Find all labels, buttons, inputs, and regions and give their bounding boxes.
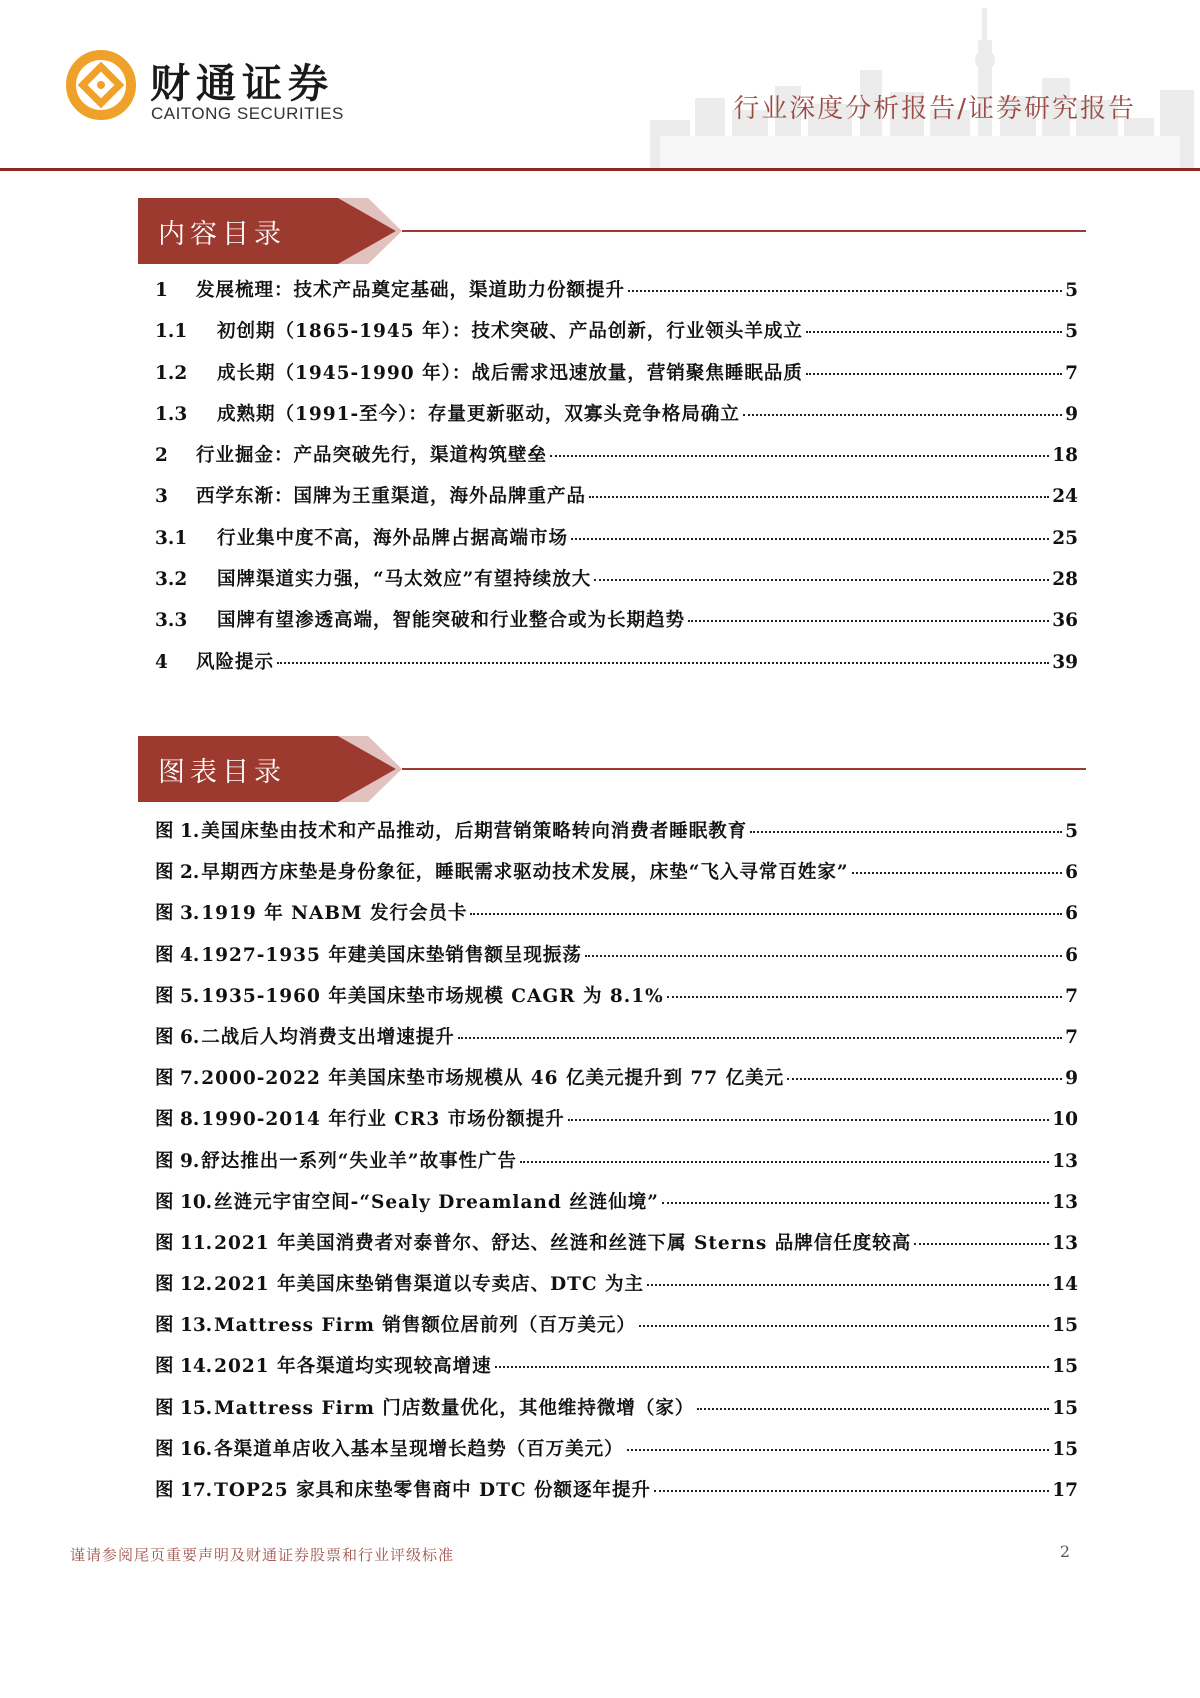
entry-title: 早期西方床垫是身份象征，睡眠需求驱动技术发展，床垫“飞入寻常百姓家” bbox=[201, 862, 849, 884]
entry-page-number: 13 bbox=[1052, 1150, 1078, 1172]
entry-number: 图 3. bbox=[155, 903, 200, 925]
footer-disclaimer: 谨请参阅尾页重要声明及财通证券股票和行业评级标准 bbox=[70, 1546, 455, 1564]
entry-number: 图 15. bbox=[155, 1397, 213, 1419]
entry-page-number: 6 bbox=[1065, 862, 1078, 884]
figure-entry[interactable] bbox=[155, 1476, 1078, 1517]
entry-title: 2000-2022 年美国床垫市场规模从 46 亿美元提升到 77 亿美元 bbox=[201, 1068, 785, 1090]
entry-number: 3.1 bbox=[155, 527, 188, 549]
entry-page-number: 13 bbox=[1052, 1191, 1078, 1213]
entry-title: 美国床垫由技术和产品推动，后期营销策略转向消费者睡眠教育 bbox=[201, 821, 748, 842]
figure-entry[interactable] bbox=[155, 1394, 1078, 1435]
dot-leader bbox=[654, 1490, 1049, 1492]
entry-title: 西学东渐：国牌为王重渠道，海外品牌重产品 bbox=[196, 486, 587, 508]
entry-title: 1935-1960 年美国床垫市场规模 CAGR 为 8.1% bbox=[201, 985, 664, 1007]
figure-entry[interactable] bbox=[155, 858, 1078, 899]
entry-number: 图 4. bbox=[155, 944, 200, 966]
dot-leader bbox=[458, 1037, 1062, 1039]
entry-number: 3.2 bbox=[155, 569, 188, 591]
figure-entry[interactable] bbox=[155, 1311, 1078, 1352]
dot-leader bbox=[787, 1078, 1062, 1080]
header-divider bbox=[0, 168, 1200, 171]
entry-title: 舒达推出一系列“失业羊”故事性广告 bbox=[201, 1150, 518, 1172]
figures-section-title: 图表目录 bbox=[158, 757, 286, 788]
dot-leader bbox=[594, 579, 1049, 581]
dot-leader bbox=[571, 538, 1049, 540]
entry-page-number: 7 bbox=[1065, 362, 1078, 384]
dot-leader bbox=[806, 373, 1062, 375]
figure-entry[interactable] bbox=[155, 1147, 1078, 1188]
entry-number: 1.3 bbox=[155, 403, 188, 425]
toc-entry[interactable] bbox=[155, 359, 1078, 400]
dot-leader bbox=[697, 1408, 1049, 1410]
figure-entry[interactable] bbox=[155, 1023, 1078, 1064]
dot-leader bbox=[585, 955, 1062, 957]
toc-entry[interactable] bbox=[155, 524, 1078, 565]
brand-name-english: CAITONG SECURITIES bbox=[151, 104, 344, 123]
entry-number: 1 bbox=[155, 280, 168, 301]
toc-entry[interactable] bbox=[155, 648, 1078, 689]
entry-page-number: 14 bbox=[1052, 1274, 1078, 1296]
entry-number: 3 bbox=[155, 486, 168, 508]
figure-entry[interactable] bbox=[155, 817, 1078, 858]
toc-entry[interactable] bbox=[155, 482, 1078, 523]
caitong-logo-icon bbox=[64, 48, 138, 122]
dot-leader bbox=[914, 1243, 1049, 1245]
entry-page-number: 9 bbox=[1065, 403, 1078, 425]
dot-leader bbox=[806, 331, 1062, 333]
entry-page-number: 15 bbox=[1052, 1315, 1078, 1337]
figure-entry[interactable] bbox=[155, 1064, 1078, 1105]
dot-leader bbox=[627, 1449, 1050, 1451]
entry-page-number: 7 bbox=[1065, 985, 1078, 1007]
entry-title: TOP25 家具和床垫零售商中 DTC 份额逐年提升 bbox=[214, 1480, 652, 1501]
figure-entry[interactable] bbox=[155, 1105, 1078, 1146]
page-header bbox=[0, 0, 1200, 172]
figure-entry[interactable] bbox=[155, 1229, 1078, 1270]
dot-leader bbox=[520, 1161, 1049, 1163]
figures-section-banner bbox=[138, 736, 1086, 802]
figure-entry[interactable] bbox=[155, 1352, 1078, 1393]
entry-number: 图 6. bbox=[155, 1026, 200, 1048]
toc-entry[interactable] bbox=[155, 441, 1078, 482]
entry-number: 图 10. bbox=[155, 1191, 213, 1213]
entry-page-number: 15 bbox=[1052, 1438, 1078, 1460]
entry-page-number: 39 bbox=[1052, 651, 1078, 673]
entry-title: 1927-1935 年建美国床垫销售额呈现振荡 bbox=[201, 944, 582, 966]
figure-entry[interactable] bbox=[155, 1435, 1078, 1476]
entry-number: 3.3 bbox=[155, 610, 188, 632]
entry-title: 2021 年美国床垫销售渠道以专卖店、DTC 为主 bbox=[214, 1274, 645, 1296]
toc-section-banner bbox=[138, 198, 1086, 264]
list-of-figures bbox=[155, 817, 1078, 1517]
entry-page-number: 5 bbox=[1065, 821, 1078, 842]
entry-title: 丝涟元宇宙空间-“Sealy Dreamland 丝涟仙境” bbox=[214, 1191, 659, 1213]
entry-title: 2021 年美国消费者对泰普尔、舒达、丝涟和丝涟下属 Sterns 品牌信任度较高 bbox=[214, 1232, 912, 1254]
entry-number: 图 1. bbox=[155, 821, 200, 842]
figure-entry[interactable] bbox=[155, 1188, 1078, 1229]
entry-page-number: 15 bbox=[1052, 1356, 1078, 1378]
entry-page-number: 10 bbox=[1052, 1109, 1078, 1131]
entry-number: 图 17. bbox=[155, 1480, 213, 1501]
dot-leader bbox=[495, 1366, 1050, 1368]
entry-number: 1.1 bbox=[155, 321, 188, 343]
entry-number: 图 2. bbox=[155, 862, 200, 884]
entry-number: 图 11. bbox=[155, 1232, 213, 1254]
entry-number: 图 13. bbox=[155, 1315, 213, 1337]
toc-entry[interactable] bbox=[155, 400, 1078, 441]
toc-section-title: 内容目录 bbox=[158, 219, 286, 250]
dot-leader bbox=[852, 872, 1063, 874]
entry-title: Mattress Firm 门店数量优化，其他维持微增（家） bbox=[214, 1397, 695, 1419]
entry-title: 行业掘金：产品突破先行，渠道构筑壁垒 bbox=[196, 445, 548, 467]
entry-title: 1919 年 NABM 发行会员卡 bbox=[201, 903, 468, 925]
entry-number: 图 14. bbox=[155, 1356, 213, 1378]
figure-entry[interactable] bbox=[155, 941, 1078, 982]
figure-entry[interactable] bbox=[155, 982, 1078, 1023]
city-skyline-watermark bbox=[640, 0, 1200, 168]
entry-page-number: 6 bbox=[1065, 903, 1078, 925]
dot-leader bbox=[589, 496, 1049, 498]
entry-title: 国牌有望渗透高端，智能突破和行业整合或为长期趋势 bbox=[217, 610, 686, 632]
entry-title: 各渠道单店收入基本呈现增长趋势（百万美元） bbox=[214, 1438, 624, 1460]
dot-leader bbox=[550, 455, 1049, 457]
figure-entry[interactable] bbox=[155, 899, 1078, 940]
entry-page-number: 36 bbox=[1052, 610, 1078, 632]
entry-title: 成长期（1945-1990 年）：战后需求迅速放量，营销聚焦睡眠品质 bbox=[217, 362, 803, 384]
entry-number: 4 bbox=[155, 651, 168, 673]
dot-leader bbox=[639, 1325, 1049, 1327]
entry-title: 发展梳理：技术产品奠定基础，渠道助力份额提升 bbox=[196, 280, 626, 301]
entry-number: 图 7. bbox=[155, 1068, 200, 1090]
toc-entry[interactable] bbox=[155, 565, 1078, 606]
entry-title: 成熟期（1991-至今）：存量更新驱动，双寡头竞争格局确立 bbox=[217, 403, 740, 425]
entry-title: 初创期（1865-1945 年）：技术突破、产品创新，行业领头羊成立 bbox=[217, 321, 803, 343]
toc-entry[interactable] bbox=[155, 276, 1078, 317]
dot-leader bbox=[743, 414, 1062, 416]
figure-entry[interactable] bbox=[155, 1270, 1078, 1311]
report-type-label: 行业深度分析报告/证券研究报告 bbox=[733, 94, 1136, 124]
toc-entry[interactable] bbox=[155, 317, 1078, 358]
entry-number: 图 5. bbox=[155, 985, 200, 1007]
entry-page-number: 18 bbox=[1052, 445, 1078, 467]
entry-page-number: 7 bbox=[1065, 1026, 1078, 1048]
entry-number: 图 12. bbox=[155, 1274, 213, 1296]
dot-leader bbox=[568, 1119, 1050, 1121]
entry-page-number: 15 bbox=[1052, 1397, 1078, 1419]
entry-page-number: 24 bbox=[1052, 486, 1078, 508]
entry-page-number: 5 bbox=[1065, 280, 1078, 301]
entry-page-number: 25 bbox=[1052, 527, 1078, 549]
entry-page-number: 28 bbox=[1052, 569, 1078, 591]
dot-leader bbox=[750, 831, 1062, 833]
page-number: 2 bbox=[1059, 1542, 1070, 1561]
entry-title: 2021 年各渠道均实现较高增速 bbox=[214, 1356, 492, 1378]
entry-page-number: 5 bbox=[1065, 321, 1078, 343]
dot-leader bbox=[667, 996, 1062, 998]
dot-leader bbox=[470, 913, 1062, 915]
entry-title: 行业集中度不高，海外品牌占据高端市场 bbox=[217, 527, 569, 549]
dot-leader bbox=[628, 290, 1062, 292]
entry-title: 国牌渠道实力强，“马太效应”有望持续放大 bbox=[217, 569, 592, 591]
dot-leader bbox=[277, 662, 1049, 664]
entry-page-number: 9 bbox=[1065, 1068, 1078, 1090]
brand-name-chinese: 财通证券 bbox=[150, 61, 334, 107]
entry-page-number: 17 bbox=[1052, 1480, 1078, 1501]
entry-title: 风险提示 bbox=[196, 651, 275, 673]
entry-number: 图 16. bbox=[155, 1438, 213, 1460]
entry-page-number: 13 bbox=[1052, 1232, 1078, 1254]
entry-title: 1990-2014 年行业 CR3 市场份额提升 bbox=[201, 1109, 565, 1131]
dot-leader bbox=[647, 1284, 1049, 1286]
entry-number: 2 bbox=[155, 445, 168, 467]
entry-number: 1.2 bbox=[155, 362, 188, 384]
entry-page-number: 6 bbox=[1065, 944, 1078, 966]
toc-entry[interactable] bbox=[155, 606, 1078, 647]
table-of-contents bbox=[155, 276, 1078, 689]
dot-leader bbox=[662, 1202, 1049, 1204]
entry-title: Mattress Firm 销售额位居前列（百万美元） bbox=[214, 1315, 636, 1337]
dot-leader bbox=[688, 620, 1049, 622]
entry-number: 图 8. bbox=[155, 1109, 200, 1131]
entry-title: 二战后人均消费支出增速提升 bbox=[201, 1026, 455, 1048]
entry-number: 图 9. bbox=[155, 1150, 200, 1172]
